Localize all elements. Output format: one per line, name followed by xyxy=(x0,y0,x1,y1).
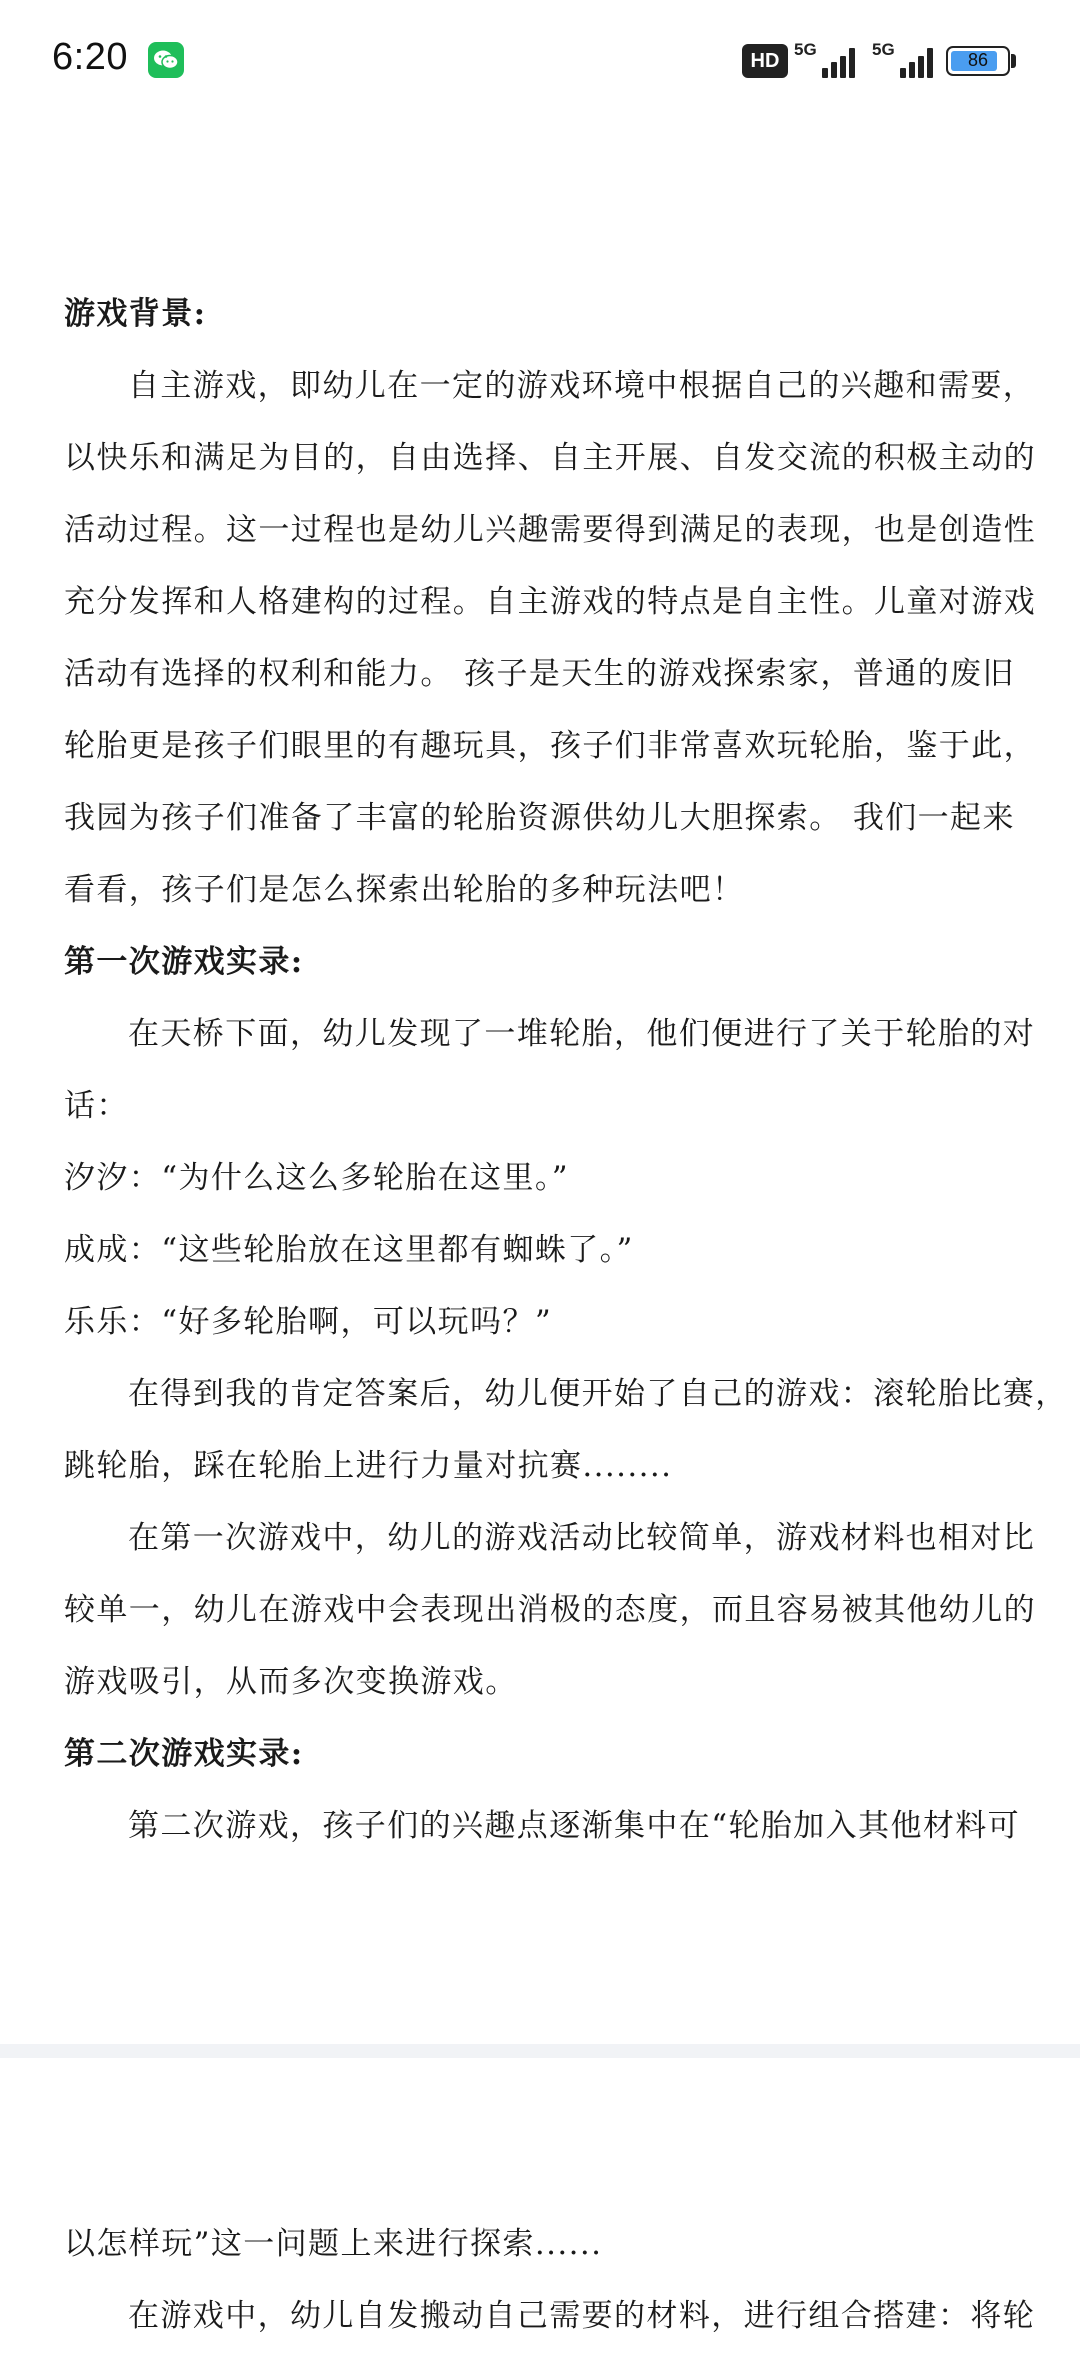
paragraph-line: 充分发挥和人格建构的过程。自主游戏的特点是自主性。儿童对游戏 xyxy=(64,584,1036,620)
paragraph-line: 较单一，幼儿在游戏中会表现出消极的态度，而且容易被其他幼儿的 xyxy=(64,1592,1036,1628)
battery-icon xyxy=(946,46,1010,76)
paragraph-line: 跳轮胎，踩在轮胎上进行力量对抗赛........ xyxy=(64,1448,673,1484)
network-type-label: 5G xyxy=(872,40,895,59)
paragraph-line: 以怎样玩”这一问题上来进行探索...... xyxy=(64,2226,603,2262)
signal-strength-icon xyxy=(794,40,874,80)
document-page[interactable] xyxy=(0,104,1080,2044)
paragraph-line: 第二次游戏，孩子们的兴趣点逐渐集中在“轮胎加入其他材料可 xyxy=(128,1808,1021,1844)
paragraph-line: 在第一次游戏中，幼儿的游戏活动比较简单，游戏材料也相对比 xyxy=(128,1520,1036,1556)
paragraph-line: 看看，孩子们是怎么探索出轮胎的多种玩法吧！ xyxy=(64,872,745,908)
dialogue-line: 汐汐：“为什么这么多轮胎在这里。” xyxy=(64,1160,569,1196)
section-heading: 第二次游戏实录: xyxy=(64,1736,304,1772)
network-type-label: 5G xyxy=(794,40,817,59)
paragraph-line: 我园为孩子们准备了丰富的轮胎资源供幼儿大胆探索。 我们一起来 xyxy=(64,800,1015,836)
paragraph-line: 在得到我的肯定答案后，幼儿便开始了自己的游戏：滚轮胎比赛， xyxy=(128,1376,1068,1412)
dialogue-line: 乐乐：“好多轮胎啊，可以玩吗？” xyxy=(64,1304,553,1340)
dialogue-line: 成成：“这些轮胎放在这里都有蜘蛛了。” xyxy=(64,1232,634,1268)
battery-tip xyxy=(1011,54,1016,68)
status-bar xyxy=(0,0,1080,105)
signal-strength-icon xyxy=(872,40,952,80)
paragraph-line: 在游戏中，幼儿自发搬动自己需要的材料，进行组合搭建：将轮 xyxy=(128,2298,1036,2334)
paragraph-line: 游戏吸引，从而多次变换游戏。 xyxy=(64,1664,518,1700)
paragraph-line: 轮胎更是孩子们眼里的有趣玩具，孩子们非常喜欢玩轮胎，鉴于此， xyxy=(64,728,1036,764)
paragraph-line: 活动过程。这一过程也是幼儿兴趣需要得到满足的表现，也是创造性 xyxy=(64,512,1036,548)
document-page[interactable] xyxy=(0,2058,1080,2373)
section-heading: 游戏背景: xyxy=(64,296,207,332)
paragraph-line: 话： xyxy=(64,1088,129,1124)
paragraph-line: 以快乐和满足为目的，自由选择、自主开展、自发交流的积极主动的 xyxy=(64,440,1036,476)
paragraph-line: 在天桥下面，幼儿发现了一堆轮胎，他们便进行了关于轮胎的对 xyxy=(128,1016,1036,1052)
hd-voice-icon: HD xyxy=(742,44,788,78)
wechat-icon xyxy=(148,42,184,78)
paragraph-line: 自主游戏，即幼儿在一定的游戏环境中根据自己的兴趣和需要， xyxy=(128,368,1036,404)
status-time: 6:20 xyxy=(52,36,128,78)
section-heading: 第一次游戏实录: xyxy=(64,944,304,980)
paragraph-line: 活动有选择的权利和能力。 孩子是天生的游戏探索家，普通的废旧 xyxy=(64,656,1015,692)
battery-level: 86 xyxy=(967,50,989,70)
page-separator xyxy=(0,2044,1080,2058)
